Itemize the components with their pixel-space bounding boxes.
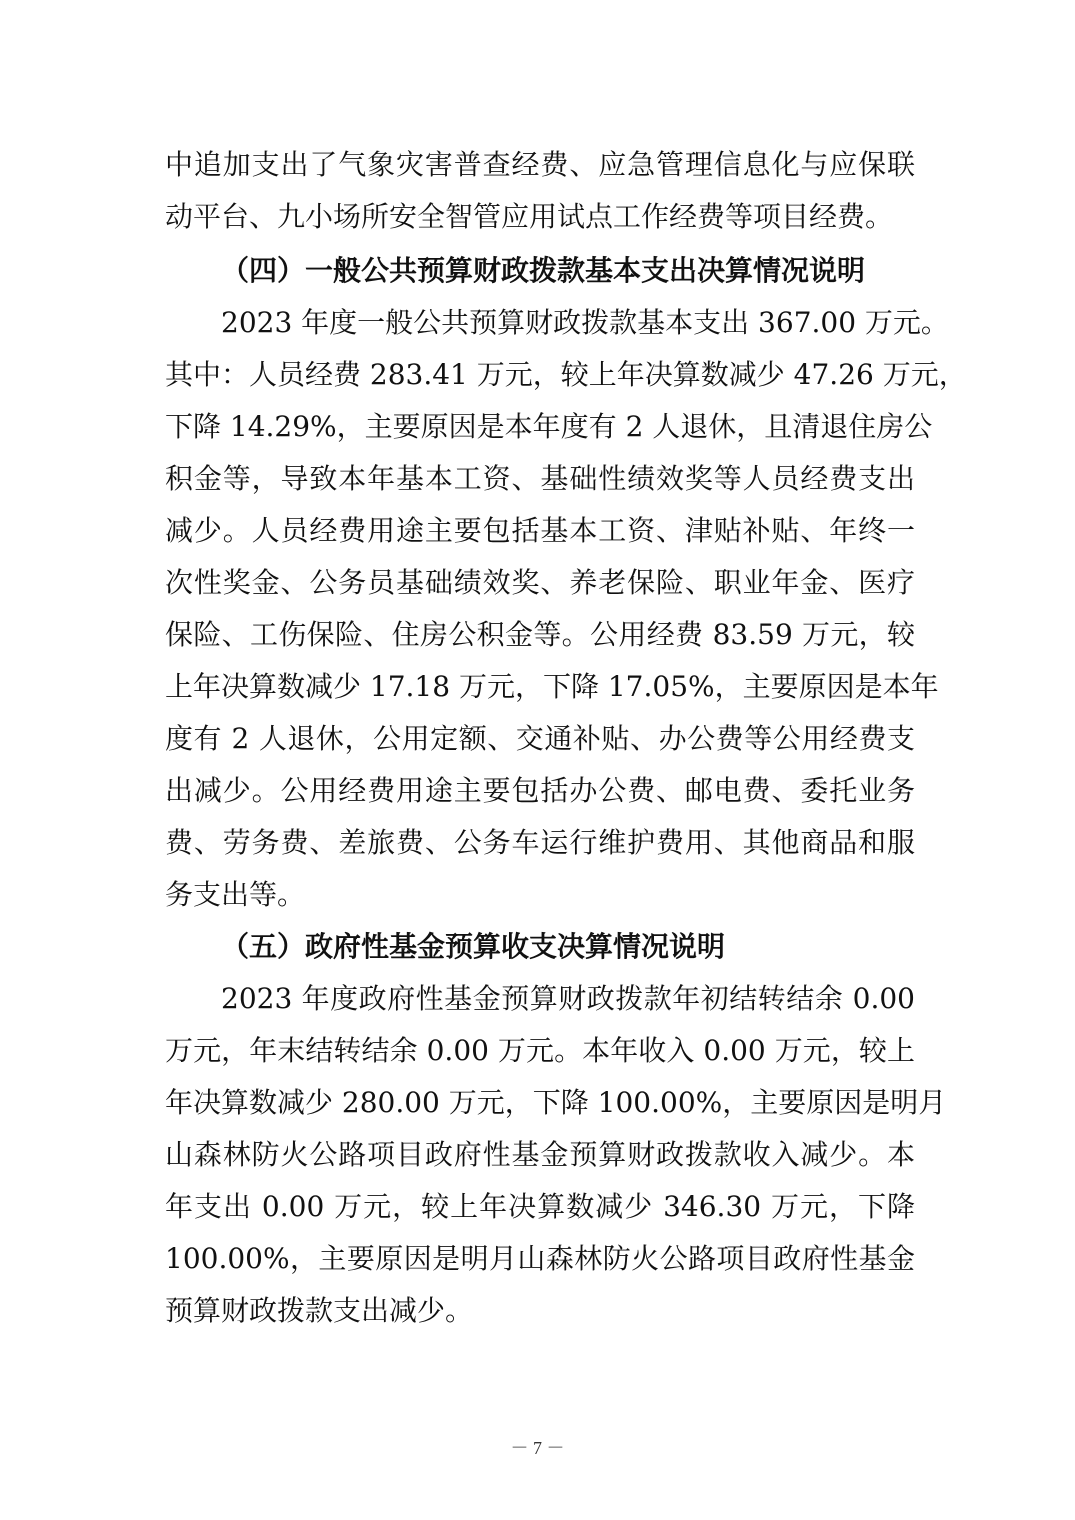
paragraph-line: 务支出等。 [165, 878, 306, 911]
section-heading: （五）政府性基金预算收支决算情况说明 [221, 930, 726, 963]
paragraph-line: 动平台、九小场所安全智管应用试点工作经费等项目经费。 [165, 200, 894, 233]
paragraph-line: 其中：人员经费 283.41 万元，较上年决算数减少 47.26 万元， [165, 358, 967, 391]
paragraph-line: 保险、工伤保险、住房公积金等。公用经费 83.59 万元，较 [165, 618, 915, 651]
section-heading: （四）一般公共预算财政拨款基本支出决算情况说明 [221, 254, 866, 287]
paragraph-line: 次性奖金、公务员基础绩效奖、养老保险、职业年金、医疗 [165, 566, 915, 599]
paragraph-line: 下降 14.29%，主要原因是本年度有 2 人退休，且清退住房公 [165, 410, 933, 443]
paragraph-line: 2023 年度一般公共预算财政拨款基本支出 367.00 万元。 [221, 306, 949, 339]
page-number: － 7 － [510, 1438, 565, 1458]
paragraph-line: 上年决算数减少 17.18 万元，下降 17.05%，主要原因是本年 [165, 670, 939, 703]
paragraph-line: 2023 年度政府性基金预算财政拨款年初结转结余 0.00 [221, 982, 915, 1015]
paragraph-line: 预算财政拨款支出减少。 [165, 1294, 474, 1327]
paragraph-line: 出减少。公用经费用途主要包括办公费、邮电费、委托业务 [165, 774, 915, 807]
paragraph-line: 年支出 0.00 万元，较上年决算数减少 346.30 万元，下降 [165, 1190, 915, 1223]
paragraph-line: 减少。人员经费用途主要包括基本工资、津贴补贴、年终一 [165, 514, 915, 547]
paragraph-line: 积金等，导致本年基本工资、基础性绩效奖等人员经费支出 [165, 462, 915, 495]
paragraph-line: 万元，年末结转结余 0.00 万元。本年收入 0.00 万元，较上 [165, 1034, 915, 1067]
paragraph-line: 费、劳务费、差旅费、公务车运行维护费用、其他商品和服 [165, 826, 915, 859]
paragraph-line: 中追加支出了气象灾害普查经费、应急管理信息化与应保联 [165, 148, 915, 181]
paragraph-line: 山森林防火公路项目政府性基金预算财政拨款收入减少。本 [165, 1138, 915, 1171]
paragraph-line: 年决算数减少 280.00 万元，下降 100.00%，主要原因是明月 [165, 1086, 947, 1119]
paragraph-line: 度有 2 人退休，公用定额、交通补贴、办公费等公用经费支 [165, 722, 915, 755]
paragraph-line: 100.00%，主要原因是明月山森林防火公路项目政府性基金 [165, 1242, 915, 1275]
